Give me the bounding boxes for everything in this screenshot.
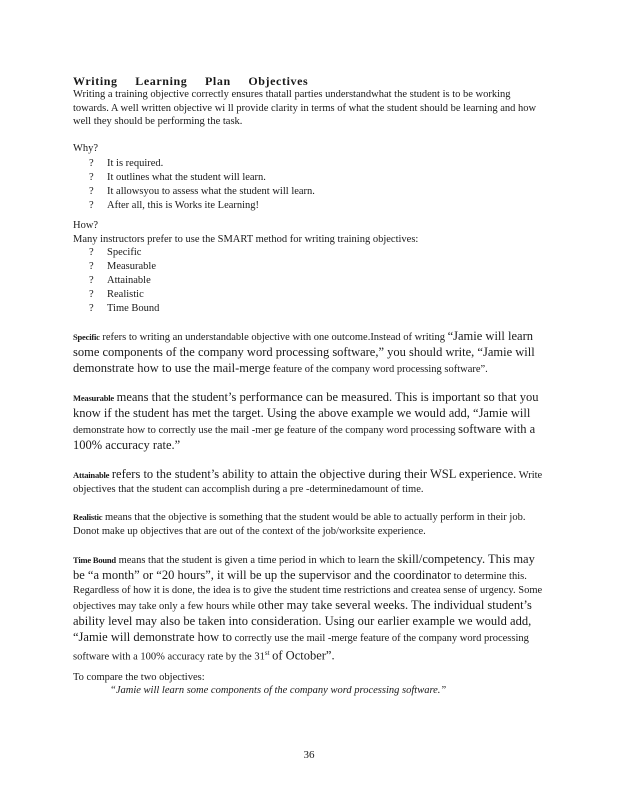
- attainable-paragraph: Attainable refers to the student’s ability to attain the objective during their WSL experience. Write objectives that the student can accomplish during a pre -determinedamount of time.: [73, 467, 543, 495]
- specific-paragraph: Specific refers to writing an understandable objective with one outcome.Instead of writing “Jamie will learn some components of the company word processing software,” you should write, “Jamie will demonstrate how to use the mail-merge feature of the company word processing software”.: [73, 329, 535, 375]
- bullet-mark: ?: [89, 303, 94, 314]
- list-item: ? Measurable: [89, 261, 156, 272]
- page-number: 36: [303, 749, 315, 761]
- page-content: [73, 74, 543, 698]
- list-item: ? It outlines what the student will learn.: [89, 172, 266, 183]
- compare-text: To compare the two objectives:: [73, 671, 205, 683]
- compare-quote: “Jamie will learn some components of the company word processing software.”: [110, 685, 447, 696]
- how-text: Many instructors prefer to use the SMART method for writing training objectives:: [73, 233, 419, 245]
- bullet-mark: ?: [89, 186, 94, 197]
- why-title: Why?: [73, 142, 99, 154]
- list-item: ? Specific: [89, 247, 142, 258]
- list-item: ? It is required.: [89, 158, 164, 169]
- realistic-paragraph: Realistic means that the objective is something that the student would be able to actually perform in their job. Donot make up objectives that are out of the context of the job/worksite experience.: [73, 512, 526, 537]
- smart-list: [73, 246, 543, 316]
- intro-paragraph: Writing a training objective correctly ensures thatall parties understandwhat the student is to be working towards. A well written objective wi ll provide clarity in terms of what the student should be learning and how well they should be performing the task.: [73, 89, 537, 127]
- bullet-mark: ?: [89, 200, 94, 211]
- attainable-term: Attainable: [73, 470, 110, 480]
- timebound-term: Time Bound: [73, 555, 116, 565]
- list-item: ? Attainable: [89, 275, 151, 286]
- bullet-mark: ?: [89, 247, 94, 258]
- section-heading: Writing Learning Plan Objectives: [73, 74, 309, 88]
- measurable-term: Measurable: [73, 393, 114, 403]
- bullet-mark: ?: [89, 289, 94, 300]
- list-item: ? Time Bound: [89, 303, 160, 314]
- timebound-paragraph: Time Bound means that the student is given a time period in which to learn the skill/competency. This may be “a month” or “20 hours”, it will be up the supervisor and the coordinator to determine this. Regardless of how it is done, the idea is to give the student time restrictions and createa sense of urgency. Some objectives may take only a few hours while other may take several weeks. The individual student’s ability level may also be taken into consideration. Using our earlier example we would add, “Jamie will demonstrate how to correctly use the mail -merge feature of the company word processing software with a 100% accuracy rate by the 31st of October”.: [73, 552, 543, 663]
- bullet-mark: ?: [89, 172, 94, 183]
- why-list: [73, 157, 543, 213]
- specific-term: Specific: [73, 332, 100, 342]
- how-title: How?: [73, 220, 99, 231]
- bullet-mark: ?: [89, 158, 94, 169]
- bullet-mark: ?: [89, 261, 94, 272]
- bullet-mark: ?: [89, 275, 94, 286]
- list-item: ? Realistic: [89, 289, 144, 300]
- list-item: ? It allowsyou to assess what the student will learn.: [89, 186, 315, 197]
- list-item: ? After all, this is Works ite Learning!: [89, 200, 260, 211]
- realistic-term: Realistic: [73, 512, 103, 522]
- ordinal-suffix: st: [264, 649, 270, 657]
- measurable-paragraph: Measurable means that the student’s performance can be measured. This is important so that you know if the student has met the target. Using the above example we would add, “Jamie will demonstrate how to correctly use the mail -mer ge feature of the company word processing software with a 100% accuracy rate.”: [73, 390, 539, 452]
